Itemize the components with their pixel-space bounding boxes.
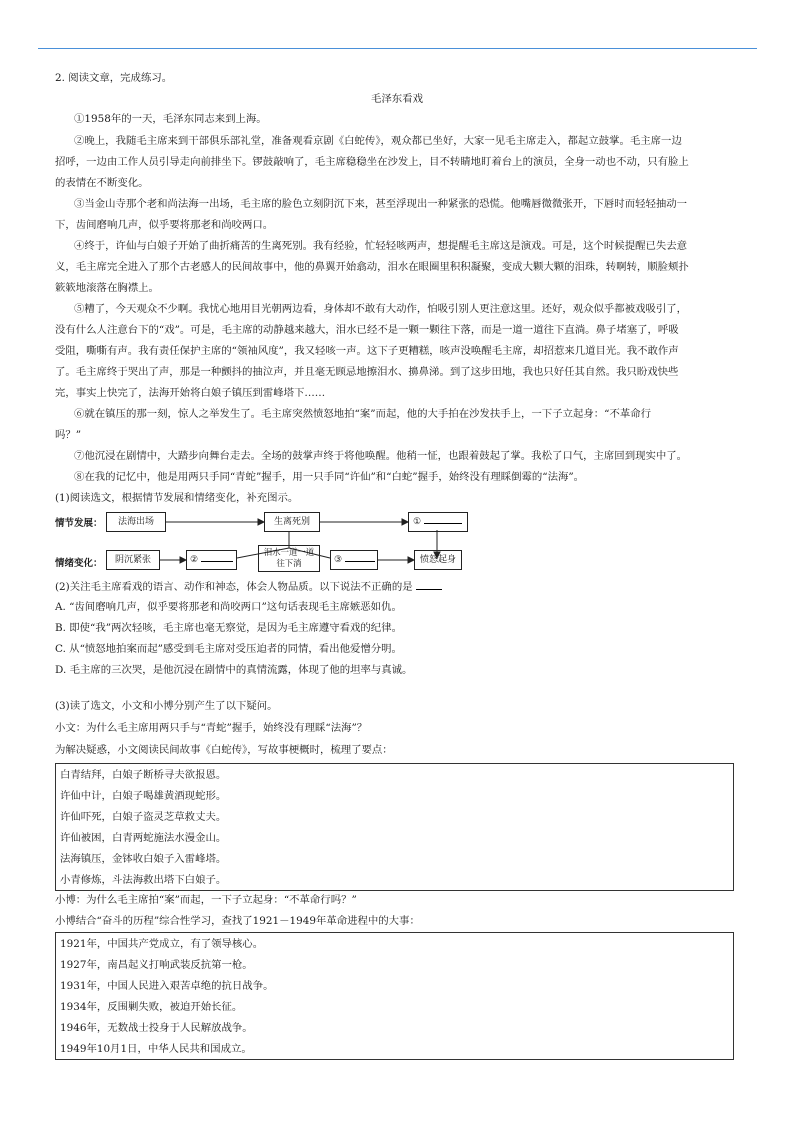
story-point: 许仙被困，白青两蛇施法水漫金山。 <box>60 832 227 844</box>
emotion-node-angry: 愤怒起身 <box>414 550 462 570</box>
q2-option-a: A. “齿间磨响几声，似乎要将那老和尚咬两口”这句话表现毛主席嫉恶如仇。 <box>55 601 402 613</box>
history-event: 1934年，反围剿失败，被迫开始长征。 <box>60 1001 243 1013</box>
plot-node-blank-1 <box>408 512 468 532</box>
history-event: 1946年，无数战士投身于人民解放战争。 <box>60 1022 253 1034</box>
article-line: ⑦他沉浸在剧情中，大踏步向舞台走去。全场的鼓掌声终于将他唤醒。他稍一怔，也跟着鼓起了掌。我松了口气，主席回到现实中了。 <box>74 450 688 462</box>
plot-node-parting: 生离死别 <box>264 512 320 532</box>
article-line: 没有什么人注意台下的“戏”。可是，毛主席的动静越来越大，泪水已经不是一颗一颗往下落，而是一道一道往下直淌。鼻子堵塞了，呼吸 <box>55 324 679 336</box>
article-line: 受阻，嘶嘶有声。我有责任保护主席的“领袖风度”，我又轻咳一声。这下子更糟糕，咳声没唤醒毛主席，却招惹来几道目光。我不敢作声 <box>55 345 679 357</box>
article-line: 下，齿间磨响几声，似乎要将那老和尚咬两口。 <box>55 219 274 231</box>
article-title: 毛泽东看戏 <box>371 93 423 105</box>
xiaowen-question: 小文：为什么毛主席用两只手与“青蛇”握手，始终没有理睬“法海”？ <box>55 722 368 734</box>
article-line: 招呼，一边由工作人员引导走向前排坐下。锣鼓敲响了，毛主席稳稳坐在沙发上，目不转睛地盯着台上的演员，全身一动也不动，只有脸上 <box>55 156 689 168</box>
story-point: 白青结拜，白娘子断桥寻夫欲报恩。 <box>60 769 227 781</box>
history-events-box <box>55 932 734 1060</box>
blank-number-2: ② <box>190 555 199 565</box>
article-line: ①1958年的一天，毛泽东同志来到上海。 <box>74 113 267 125</box>
q3-prompt: (3)读了选文，小文和小博分别产生了以下疑问。 <box>55 700 278 712</box>
answer-blank[interactable] <box>416 579 442 590</box>
story-point: 法海镇压，金钵收白娘子入雷峰塔。 <box>60 853 227 865</box>
history-event: 1927年，南昌起义打响武装反抗第一枪。 <box>60 959 253 971</box>
emotion-node-blank-2 <box>186 550 237 570</box>
xiaobo-question: 小博：为什么毛主席拍“案”而起，一下子立起身：“不革命行吗？” <box>55 894 357 906</box>
emotion-node-blank-3 <box>330 550 378 570</box>
blank-number-1: ① <box>413 517 422 527</box>
article-line: 簌簌地滚落在胸襟上。 <box>55 282 159 294</box>
xiaobo-intro: 小博结合“奋斗的历程”综合性学习，查找了1921－1949年革命进程中的大事： <box>55 915 420 927</box>
article-line: 了。毛主席终于哭出了声，那是一种颤抖的抽泣声，并且毫无顾忌地擦泪水、擤鼻涕。到了这步田地，我也只好任其自然。我只盼戏快些 <box>55 366 679 378</box>
blank-number-3: ③ <box>334 555 343 565</box>
question-header: 2. 阅读文章，完成练习。 <box>55 72 173 84</box>
emotion-node-tears: 泪水一道一道往下淌 <box>258 545 320 572</box>
article-line: ⑧在我的记忆中，他是用两只手同“青蛇”握手，用一只手同“许仙”和“白蛇”握手，始终没有理睬倒霉的“法海”。 <box>74 471 585 483</box>
xiaowen-intro: 为解决疑惑，小文阅读民间故事《白蛇传》，写故事梗概时，梳理了要点： <box>55 744 393 756</box>
q2-prompt <box>55 579 442 594</box>
story-points-box <box>55 763 734 891</box>
history-event: 1949年10月1日，中华人民共和国成立。 <box>60 1043 252 1055</box>
plot-node-fahai: 法海出场 <box>106 512 166 532</box>
story-point: 许仙中计，白娘子喝雄黄酒现蛇形。 <box>60 790 227 802</box>
history-event: 1931年，中国人民进入艰苦卓绝的抗日战争。 <box>60 980 274 992</box>
article-line: 义，毛主席完全进入了那个古老感人的民间故事中，他的鼻翼开始翕动，泪水在眼圈里积积凝聚，变成大颗大颗的泪珠，转啊转，顺脸颊扑 <box>55 261 689 273</box>
article-line: 吗？” <box>55 429 82 441</box>
emotion-row-label: 情绪变化： <box>55 558 103 569</box>
article-line: 的表情在不断变化。 <box>55 177 149 189</box>
q2-option-c: C. 从“愤怒地拍案而起”感受到毛主席对受压迫者的同情，看出他爱憎分明。 <box>55 643 402 655</box>
q2-prompt-text: (2)关注毛主席看戏的语言、动作和神态，体会人物品质。以下说法不正确的是 <box>55 581 413 593</box>
article-line: ⑤糟了，今天观众不少啊。我忧心地用目光朝两边看，身体却不敢有大动作，怕吸引别人更注意这里。还好，观众似乎都被戏吸引了， <box>74 303 688 315</box>
story-point: 小青修炼，斗法海救出塔下白娘子。 <box>60 874 227 886</box>
plot-row-label: 情节发展： <box>55 518 103 529</box>
article-line: ③当金山寺那个老和尚法海一出场，毛主席的脸色立刻阴沉下来，甚至浮现出一种紧张的恐慌。他嘴唇微微张开，下唇时而轻轻抽动一 <box>74 198 688 210</box>
emotion-node-gloomy: 阴沉紧张 <box>106 550 160 570</box>
article-line: ⑥就在镇压的那一刻，惊人之举发生了。毛主席突然愤怒地拍“案”而起，他的大手拍在沙发扶手上，一下子立起身：“不革命行 <box>74 408 652 420</box>
answer-blank[interactable] <box>201 551 233 562</box>
article-line: 完，事实上快完了，法海开始将白娘子镇压到雷峰塔下…… <box>55 387 326 399</box>
article-line: ②晚上，我随毛主席来到干部俱乐部礼堂，准备观看京剧《白蛇传》，观众都已坐好，大家一见毛主席走入，都起立鼓掌。毛主席一边 <box>74 135 682 147</box>
history-event: 1921年，中国共产党成立，有了领导核心。 <box>60 938 264 950</box>
q2-option-d: D. 毛主席的三次哭，是他沉浸在剧情中的真情流露，体现了他的坦率与真诚。 <box>55 664 413 676</box>
answer-blank[interactable] <box>424 513 462 524</box>
article-line: ④终于，许仙与白娘子开始了曲折痛苦的生离死别。我有经验，忙轻轻咳两声，想提醒毛主席这是演戏。可是，这个时候提醒已失去意 <box>74 240 688 252</box>
story-point: 许仙吓死，白娘子盗灵芝草救丈夫。 <box>60 811 227 823</box>
q1-prompt: (1)阅读选文，根据情节发展和情绪变化，补充图示。 <box>55 492 299 504</box>
q2-option-b: B. 即使“我”两次轻咳，毛主席也毫无察觉，是因为毛主席遵守看戏的纪律。 <box>55 622 402 634</box>
answer-blank[interactable] <box>345 551 375 562</box>
